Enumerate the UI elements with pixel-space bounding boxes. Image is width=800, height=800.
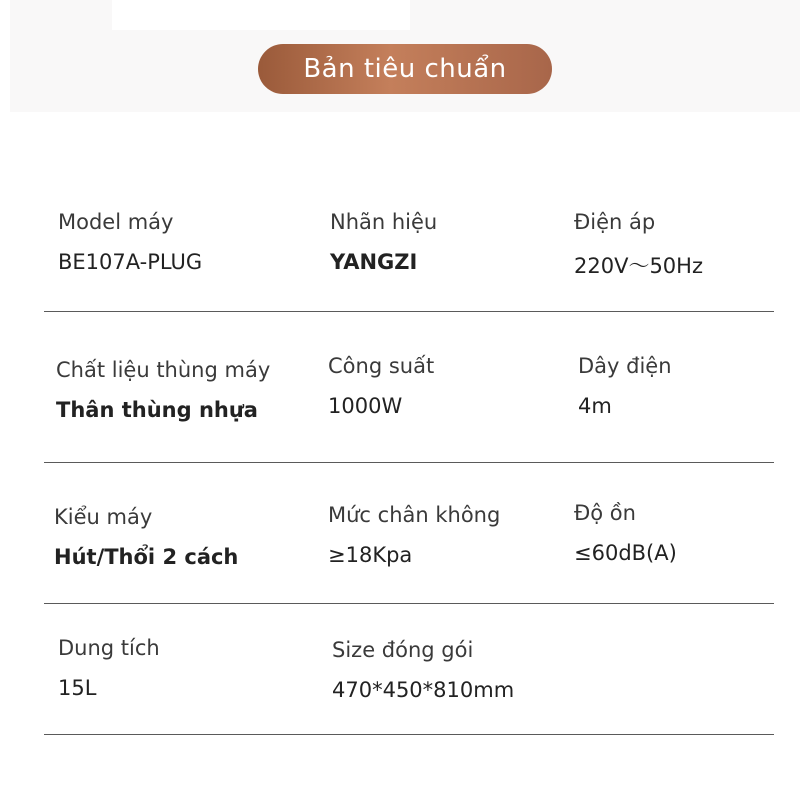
spec-table [44,170,774,735]
spec-label: Điện áp [574,210,656,234]
spec-row [44,463,774,604]
spec-cell-housing [56,358,270,422]
spec-label: Kiểu máy [54,505,153,529]
spec-label: Nhãn hiệu [330,210,438,234]
spec-value: 4m [578,394,612,418]
spec-value: BE107A-PLUG [58,250,203,274]
spec-label: Model máy [58,210,174,234]
spec-cell-cord [578,354,672,418]
spec-label: Chất liệu thùng máy [56,358,271,382]
spec-label: Dây điện [578,354,672,378]
spec-cell-noise [574,501,677,565]
spec-label: Size đóng gói [332,638,474,662]
spec-value: 15L [58,676,97,700]
spec-row [44,312,774,463]
spec-label: Mức chân không [328,503,501,527]
spec-cell-brand [330,210,437,274]
spec-cell-power [328,354,434,418]
spec-label: Độ ồn [574,501,636,525]
header-white-block [112,0,410,30]
spec-row [44,170,774,312]
spec-cell-type [54,505,238,569]
spec-label: Dung tích [58,636,160,660]
page-title: Bản tiêu chuẩn [258,44,552,94]
spec-value: ≥18Kpa [328,543,413,567]
spec-value: Thân thùng nhựa [56,398,258,422]
spec-cell-vacuum [328,503,500,567]
spec-value: 470*450*810mm [332,678,515,702]
spec-cell-voltage [574,210,703,280]
spec-value: ≤60dB(A) [574,541,677,565]
spec-value: Hút/Thổi 2 cách [54,545,239,569]
spec-row [44,604,774,735]
spec-value: 220V～50Hz [574,254,703,278]
spec-cell-package-size [332,638,514,702]
spec-label: Công suất [328,354,435,378]
spec-cell-capacity [58,636,160,700]
spec-cell-model [58,210,202,274]
spec-value: YANGZI [330,250,418,274]
spec-value: 1000W [328,394,403,418]
